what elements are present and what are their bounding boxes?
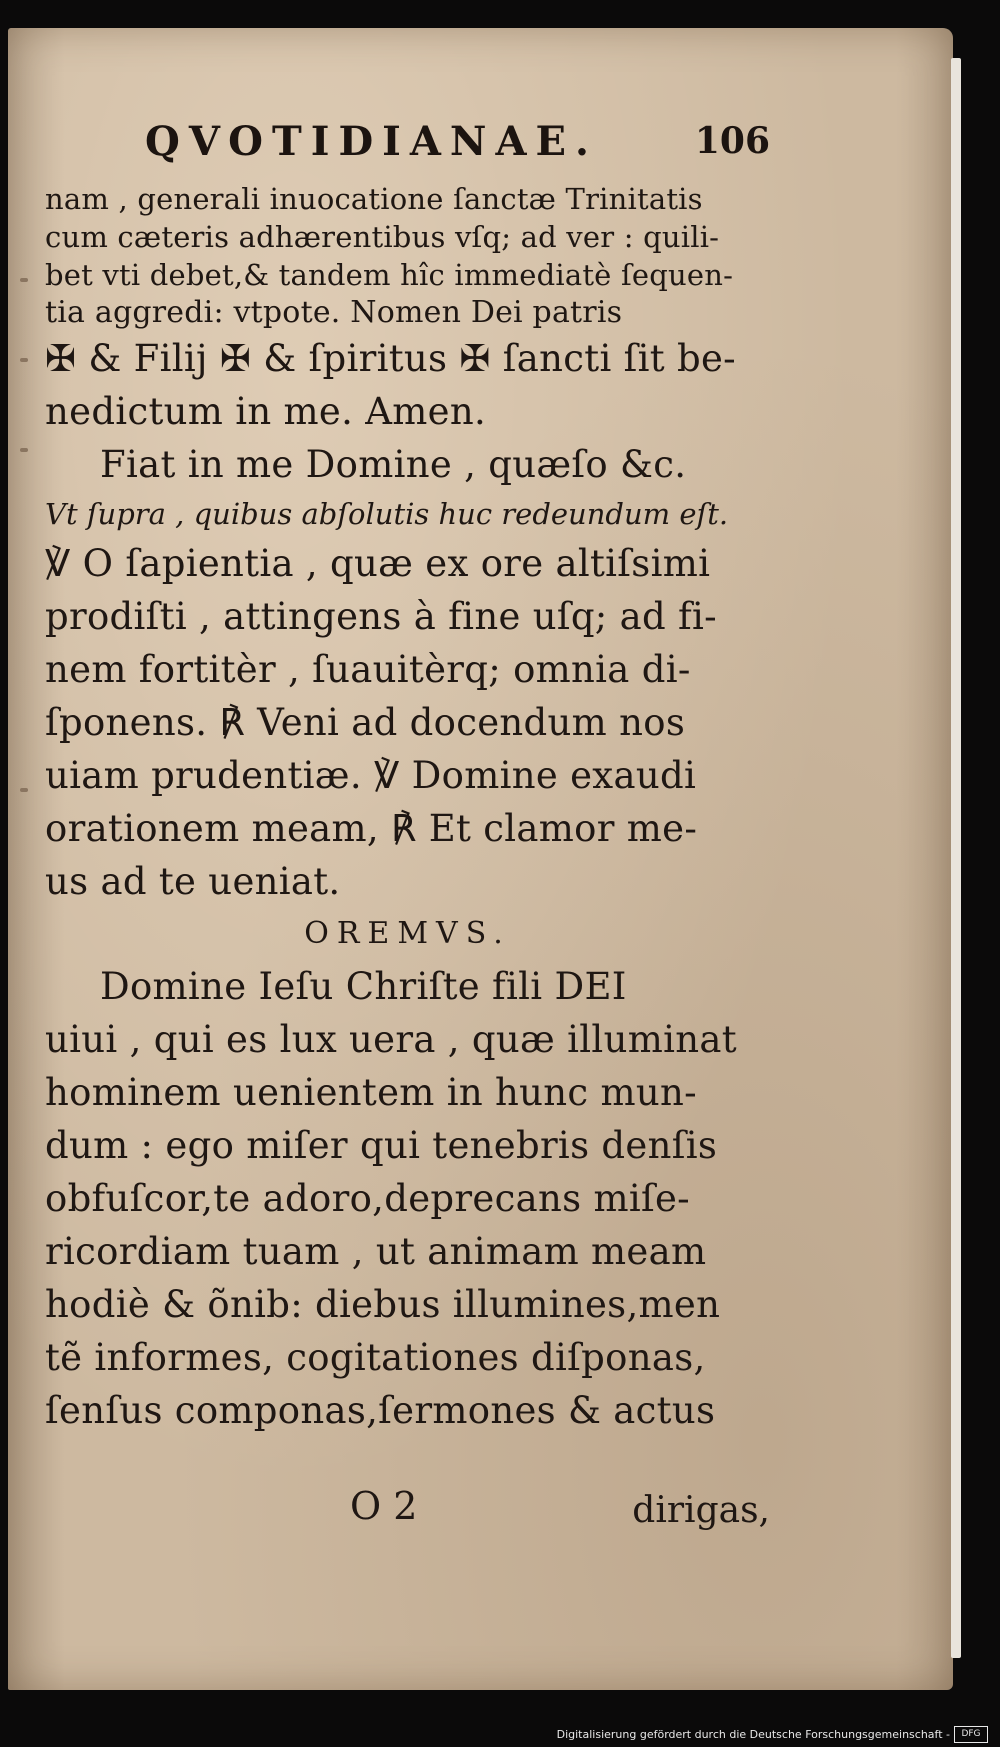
signature-mark: O 2 xyxy=(350,1484,418,1528)
text-line: ſenſus componas,ſermones & actus xyxy=(45,1389,716,1432)
text-line: Fiat in me Domine , quæſo &c. xyxy=(100,443,687,486)
text-line: us ad te ueniat. xyxy=(45,860,341,903)
text-line: ſponens. ℟ Veni ad docendum nos xyxy=(45,701,686,744)
catchword: dirigas, xyxy=(632,1490,770,1531)
text-line: ℣ O ſapientia , quæ ex ore altiſsimi xyxy=(45,542,711,585)
text-line: hodiè & õnib: diebus illumines,men xyxy=(45,1283,721,1326)
text-line: Vt ſupra , quibus abſolutis huc redeundum eſt. xyxy=(45,497,729,531)
text-line: nedictum in me. Amen. xyxy=(45,390,487,433)
dfg-logo: DFG xyxy=(954,1726,988,1743)
section-heading: OREMVS. xyxy=(304,916,511,951)
text-line: orationem meam, ℟ Et clamor me- xyxy=(45,807,698,850)
text-line: hominem uenientem in hunc mun- xyxy=(45,1071,697,1114)
page-number: 106 xyxy=(694,120,770,162)
text-line: ✠ & Filij ✠ & ſpiritus ✠ ſancti ſit be- xyxy=(45,337,736,380)
margin-mark xyxy=(20,448,28,452)
text-line: nem fortitèr , ſuauitèrq; omnia di- xyxy=(45,648,691,691)
text-line: dum : ego miſer qui tenebris denſis xyxy=(45,1124,718,1167)
text-line: obfuſcor,te adoro,deprecans miſe- xyxy=(45,1177,690,1220)
text-line: ricordiam tuam , ut animam meam xyxy=(45,1230,707,1273)
page-header xyxy=(145,118,770,168)
margin-mark xyxy=(20,358,28,362)
text-line: uiam prudentiæ. ℣ Domine exaudi xyxy=(45,754,697,797)
text-line: uiui , qui es lux uera , quæ illuminat xyxy=(45,1018,737,1061)
running-head: QVOTIDIANAE. xyxy=(145,118,598,165)
text-line: tia aggredi: vtpote. Nomen Dei patris xyxy=(45,295,623,330)
text-line: tẽ informes, cogitationes diſponas, xyxy=(45,1336,706,1379)
digitization-credit: Digitalisierung gefördert durch die Deutsche Forschungsgemeinschaft - xyxy=(556,1728,950,1741)
page-footer xyxy=(45,1484,770,1534)
text-line: prodiſti , attingens à fine uſq; ad fi- xyxy=(45,595,717,638)
text-line: Domine Ieſu Chriſte fili DEI xyxy=(100,965,627,1008)
text-line: bet vti debet,& tandem hîc immediatè ſequen- xyxy=(45,258,734,292)
margin-mark xyxy=(20,278,28,282)
body-text xyxy=(45,180,770,1437)
text-line: nam , generali inuocatione ſanctæ Trinitatis xyxy=(45,182,703,216)
text-line: cum cæteris adhærentibus vſq; ad ver : quili- xyxy=(45,220,720,254)
margin-mark xyxy=(20,788,28,792)
